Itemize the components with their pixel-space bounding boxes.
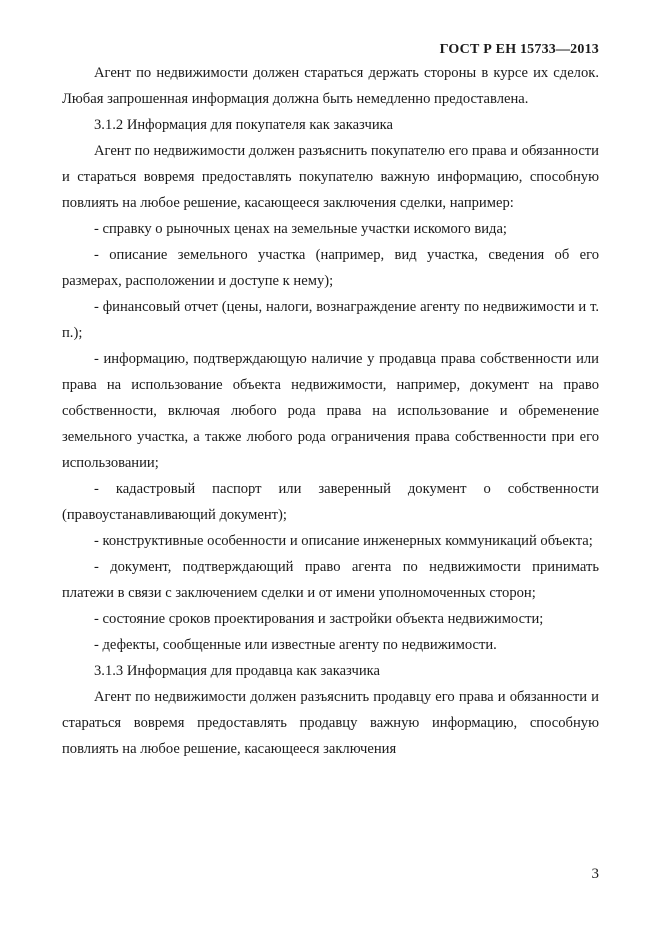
- paragraph-buyer-info: Агент по недвижимости должен разъяснить покупателю его права и обязанности и стараться вовремя предоставлять покупателю важную информацию, способную повлиять на любое решение, касающееся заключения сделки, например:: [62, 143, 599, 211]
- list-item: - справку о рыночных ценах на земельные участки искомого вида;: [94, 221, 507, 237]
- list-item: - состояние сроков проектирования и застройки объекта недвижимости;: [94, 611, 544, 627]
- list-item: - описание земельного участка (например, вид участка, сведения об его размерах, расположении и доступе к нему);: [62, 247, 599, 289]
- section-heading-3-1-2: 3.1.2 Информация для покупателя как заказчика: [94, 117, 394, 133]
- list-item: - дефекты, сообщенные или известные агенту по недвижимости.: [94, 637, 497, 653]
- list-item: - документ, подтверждающий право агента по недвижимости принимать платежи в связи с заключением сделки и от имени уполномоченных сторон;: [62, 559, 599, 601]
- section-heading-3-1-3: 3.1.3 Информация для продавца как заказчика: [94, 663, 381, 679]
- list-item: - финансовый отчет (цены, налоги, вознаграждение агенту по недвижимости и т. п.);: [62, 299, 599, 341]
- list-item: - информацию, подтверждающую наличие у продавца права собственности или права на использование объекта недвижимости, например, документ на право собственности, включая любого рода права на использование и обременение земельного участка, а также любого рода ограничения права собственности при его использовании;: [62, 351, 599, 471]
- standard-code-header: ГОСТ Р ЕН 15733—2013: [439, 42, 599, 57]
- page-number: 3: [591, 866, 599, 882]
- list-item: - конструктивные особенности и описание инженерных коммуникаций объекта;: [94, 533, 593, 549]
- paragraph-seller-info: Агент по недвижимости должен разъяснить продавцу его права и обязанности и стараться вовремя предоставлять продавцу важную информацию, способную повлиять на любое решение, касающееся заключения: [62, 689, 599, 757]
- document-body: [62, 60, 599, 762]
- paragraph-intro: Агент по недвижимости должен стараться держать стороны в курсе их сделок. Любая запрошенная информация должна быть немедленно предоставлена.: [62, 65, 599, 107]
- list-item: - кадастровый паспорт или заверенный документ о собственности (правоустанавливающий документ);: [62, 481, 599, 523]
